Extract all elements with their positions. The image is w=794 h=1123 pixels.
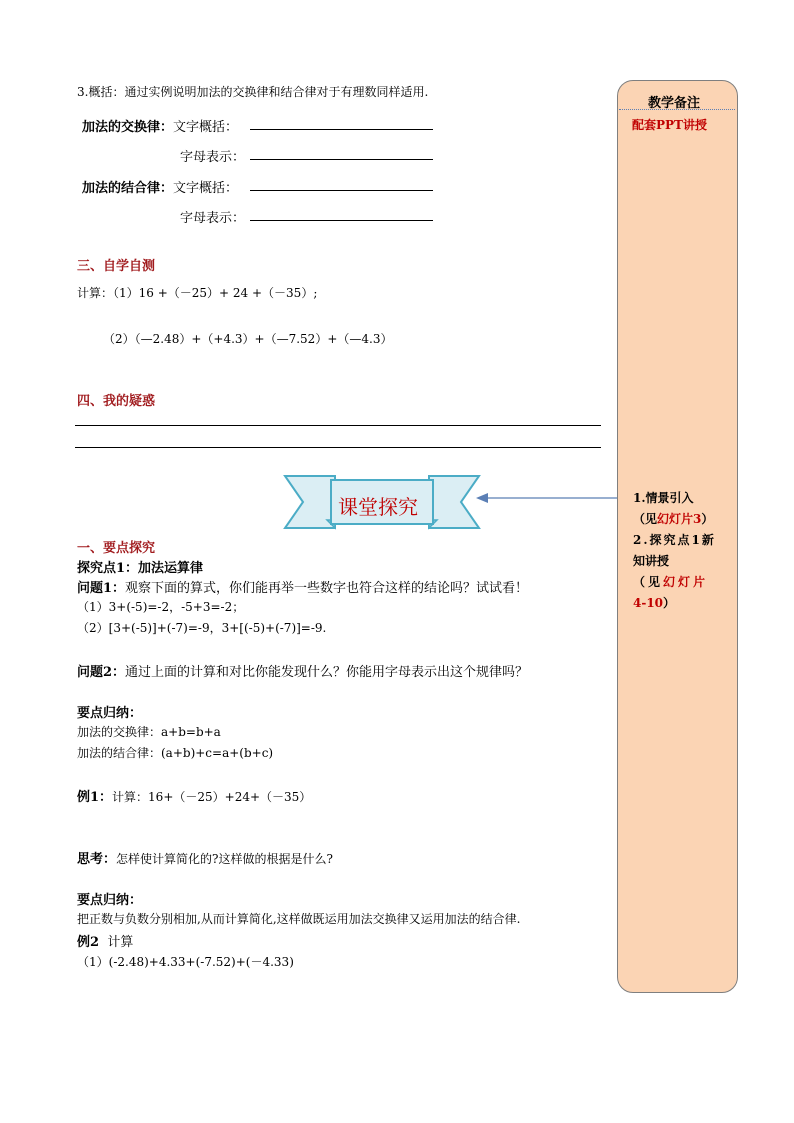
question-2 (77, 661, 528, 680)
doubts-line-2[interactable] (75, 447, 601, 448)
note-line-4: 知讲授 (633, 554, 670, 568)
note-line-5 (633, 573, 708, 590)
summary-text: 3.概括：通过实例说明加法的交换律和结合律对于有理数同样适用. (77, 85, 429, 99)
self-test-q2: （2）（—2.48）+（+4.3）+（—7.52）+（—4.3） (103, 332, 393, 346)
word-summary-label-2: 文字概括： (173, 181, 239, 196)
note-line-6-close: ） (663, 596, 676, 610)
note-line-3: 2.探究点1新 (633, 533, 716, 547)
note-line-5-open: （见 (633, 575, 664, 589)
associative-law-label: 加法的结合律： (82, 181, 174, 196)
explore-heading: 一、要点探究 (77, 541, 156, 556)
key-point-associative: 加法的结合律：(a+b)+c=a+(b+c) (77, 746, 274, 760)
question-1-a: （1）3+(-5)=-2，-5+3=-2； (77, 600, 245, 614)
doubts-heading: 四、我的疑惑 (77, 394, 156, 409)
note-line-2-close: ） (701, 512, 714, 526)
example-1 (77, 786, 311, 805)
commutative-word-blank[interactable] (250, 116, 433, 130)
key-points-label-2: 要点归纳： (77, 893, 143, 908)
example-1-label: 例1： (77, 790, 113, 805)
question-2-text: 通过上面的计算和对比你能发现什么？你能用字母表示出这个规律吗？ (125, 665, 529, 680)
note-line-2-open: （见 (633, 512, 658, 526)
example-2-a: （1）(-2.48)+4.33+(-7.52)+(－4.33) (77, 955, 294, 969)
commutative-letter-blank[interactable] (250, 146, 433, 160)
note-line-6 (633, 594, 675, 611)
question-1-label: 问题1： (77, 581, 126, 596)
associative-word-blank[interactable] (250, 177, 433, 191)
banner-label: 课堂探究 (338, 495, 418, 519)
think (77, 848, 333, 867)
question-1 (77, 577, 528, 596)
note-line-2 (633, 510, 713, 527)
self-test-q1: 计算：（1）16 +（－25）+ 24 +（－35）; (77, 286, 318, 300)
self-test-heading: 三、自学自测 (77, 259, 156, 274)
doubts-line-1[interactable] (75, 425, 601, 426)
note-line-1: 1.情景引入 (633, 491, 694, 505)
teaching-notes-divider (619, 109, 735, 110)
associative-letter-blank[interactable] (250, 207, 433, 221)
example-2 (77, 931, 133, 950)
question-2-label: 问题2： (77, 665, 126, 680)
note-line-2-slide: 幻灯片3 (657, 512, 702, 526)
note-line-5-slide: 幻灯片 (663, 575, 709, 589)
note-line-6-slide-range: 4-10 (633, 596, 664, 610)
key-point-summary: 把正数与负数分别相加,从而计算简化,这样做既运用加法交换律又运用加法的结合律. (77, 912, 521, 926)
teaching-notes-title: 教学备注 (648, 96, 701, 111)
commutative-law-label: 加法的交换律： (82, 120, 174, 135)
arrow-left-icon (474, 490, 624, 506)
explore-point-1: 探究点1：加法运算律 (77, 561, 204, 576)
example-2-label: 例2 (77, 935, 100, 950)
think-label: 思考： (77, 852, 117, 867)
commutative-law-row (82, 116, 238, 135)
example-2-title: 计算 (107, 935, 134, 950)
letter-repr-label-1: 字母表示： (180, 150, 246, 165)
key-point-commutative: 加法的交换律：a+b=b+a (77, 725, 221, 739)
question-1-b: （2）[3+(-5)]+(-7)=-9，3+[(-5)+(-7)]=-9. (77, 621, 327, 635)
question-1-text: 观察下面的算式，你们能再举一些数字也符合这样的结论吗？试试看！ (125, 581, 529, 596)
word-summary-label: 文字概括： (173, 120, 239, 135)
associative-law-row (82, 177, 238, 196)
think-text: 怎样使计算简化的?这样做的根据是什么? (116, 852, 333, 866)
teaching-notes-subtitle: 配套PPT讲授 (632, 118, 707, 132)
key-points-label-1: 要点归纳： (77, 706, 143, 721)
example-1-text: 计算：16+（－25）+24+（－35） (112, 790, 312, 804)
letter-repr-label-2: 字母表示： (180, 211, 246, 226)
